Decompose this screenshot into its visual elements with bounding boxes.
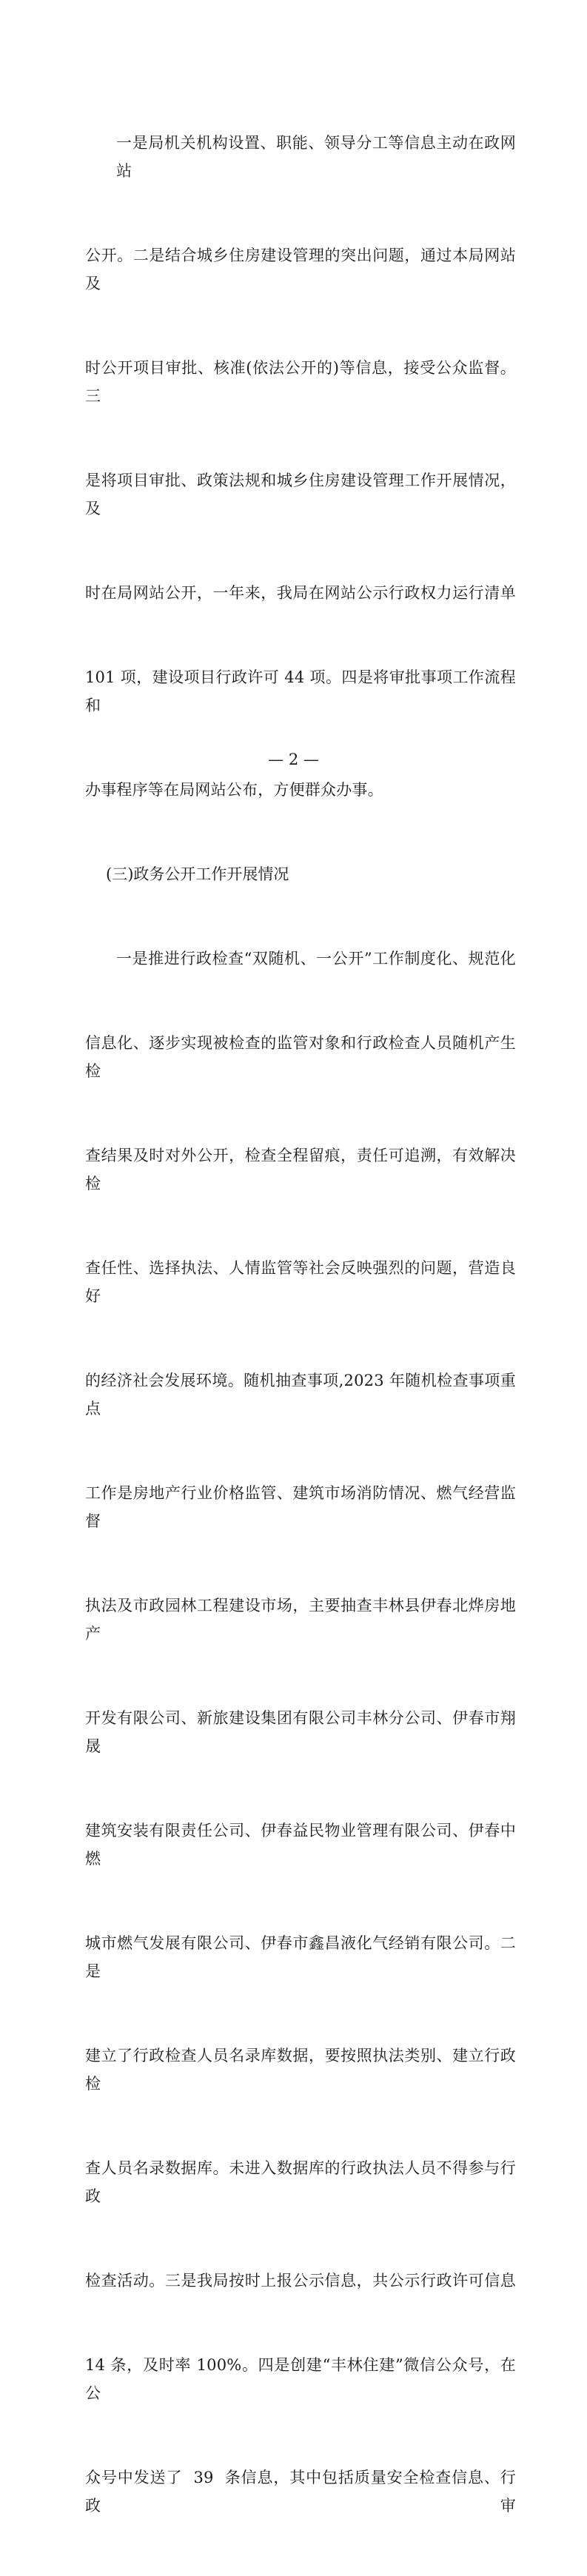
paragraph-2-line: 建筑安装有限责任公司、伊春益民物业管理有限公司、伊春中燃 [85, 1822, 516, 1868]
paragraph-1 [85, 73, 516, 860]
paragraph-1-line: 一是局机关机构设置、职能、领导分工等信息主动在政网站 [116, 134, 516, 180]
paragraph-2-line: 开发有限公司、新旅建设集团有限公司丰林分公司、伊春市翔晟 [85, 1709, 516, 1755]
paragraph-1-line: 公开。二是结合城乡住房建设管理的突出问题，通过本局网站及 [85, 246, 516, 292]
paragraph-2-line: 建立了行政检查人员名录库数据，要按照执法类别、建立行政检 [85, 2047, 516, 2093]
paragraph-1-line: 办事程序等在局网站公布，方便群众办事。 [85, 781, 383, 799]
section-heading: (三)政务公开工作开展情况 [106, 865, 289, 883]
paragraph-2-line: 查任性、选择执法、人情监管等社会反映强烈的问题，营造良好 [85, 1259, 516, 1305]
paragraph-2-line: 检查活动。三是我局按时上报公示信息，共公示行政许可信息 [85, 2272, 516, 2290]
document-body [85, 73, 516, 2576]
paragraph-1-line: 101 项，建设项目行政许可 44 项。四是将审批事项工作流程和 [85, 668, 516, 714]
paragraph-2-line: 一是推进行政检查“双随机、一公开”工作制度化、规范化 [116, 950, 516, 967]
paragraph-2-line: 查结果及时对外公开，检查全程留痕，责任可追溯，有效解决检 [85, 1147, 516, 1193]
paragraph-2-line: 城市燃气发展有限公司、伊春市鑫昌液化气经销有限公司。二是 [85, 1934, 516, 1980]
page-number: — 2 — [268, 751, 319, 768]
paragraph-2 [85, 888, 516, 2576]
paragraph-1-line: 时在局网站公开，一年来，我局在网站公示行政权力运行清单 [85, 584, 516, 602]
paragraph-1-line: 时公开项目审批、核准(依法公开的)等信息，接受公众监督。三 [85, 359, 516, 405]
paragraph-2-line: 众号中发送了 39 条信息，其中包括质量安全检查信息、行政审 [85, 2469, 516, 2515]
paragraph-2-line: 查人员名录数据库。未进入数据库的行政执法人员不得参与行政 [85, 2159, 516, 2205]
paragraph-1-line: 是将项目审批、政策法规和城乡住房建设管理工作开展情况，及 [85, 472, 516, 517]
paragraph-2-line: 工作是房地产行业价格监管、建筑市场消防情况、燃气经营监督 [85, 1484, 516, 1530]
paragraph-2-line: 14 条，及时率 100%。四是创建“丰林住建”微信公众号，在公 [85, 2356, 516, 2402]
paragraph-2-line: 的经济社会发展环境。随机抽查事项,2023 年随机检查事项重点 [85, 1372, 516, 1418]
paragraph-2-line: 信息化、逐步实现被检查的监管对象和行政检查人员随机产生检 [85, 1034, 516, 1080]
paragraph-2-line: 执法及市政园林工程建设市场，主要抽查丰林县伊春北烨房地产 [85, 1597, 516, 1643]
